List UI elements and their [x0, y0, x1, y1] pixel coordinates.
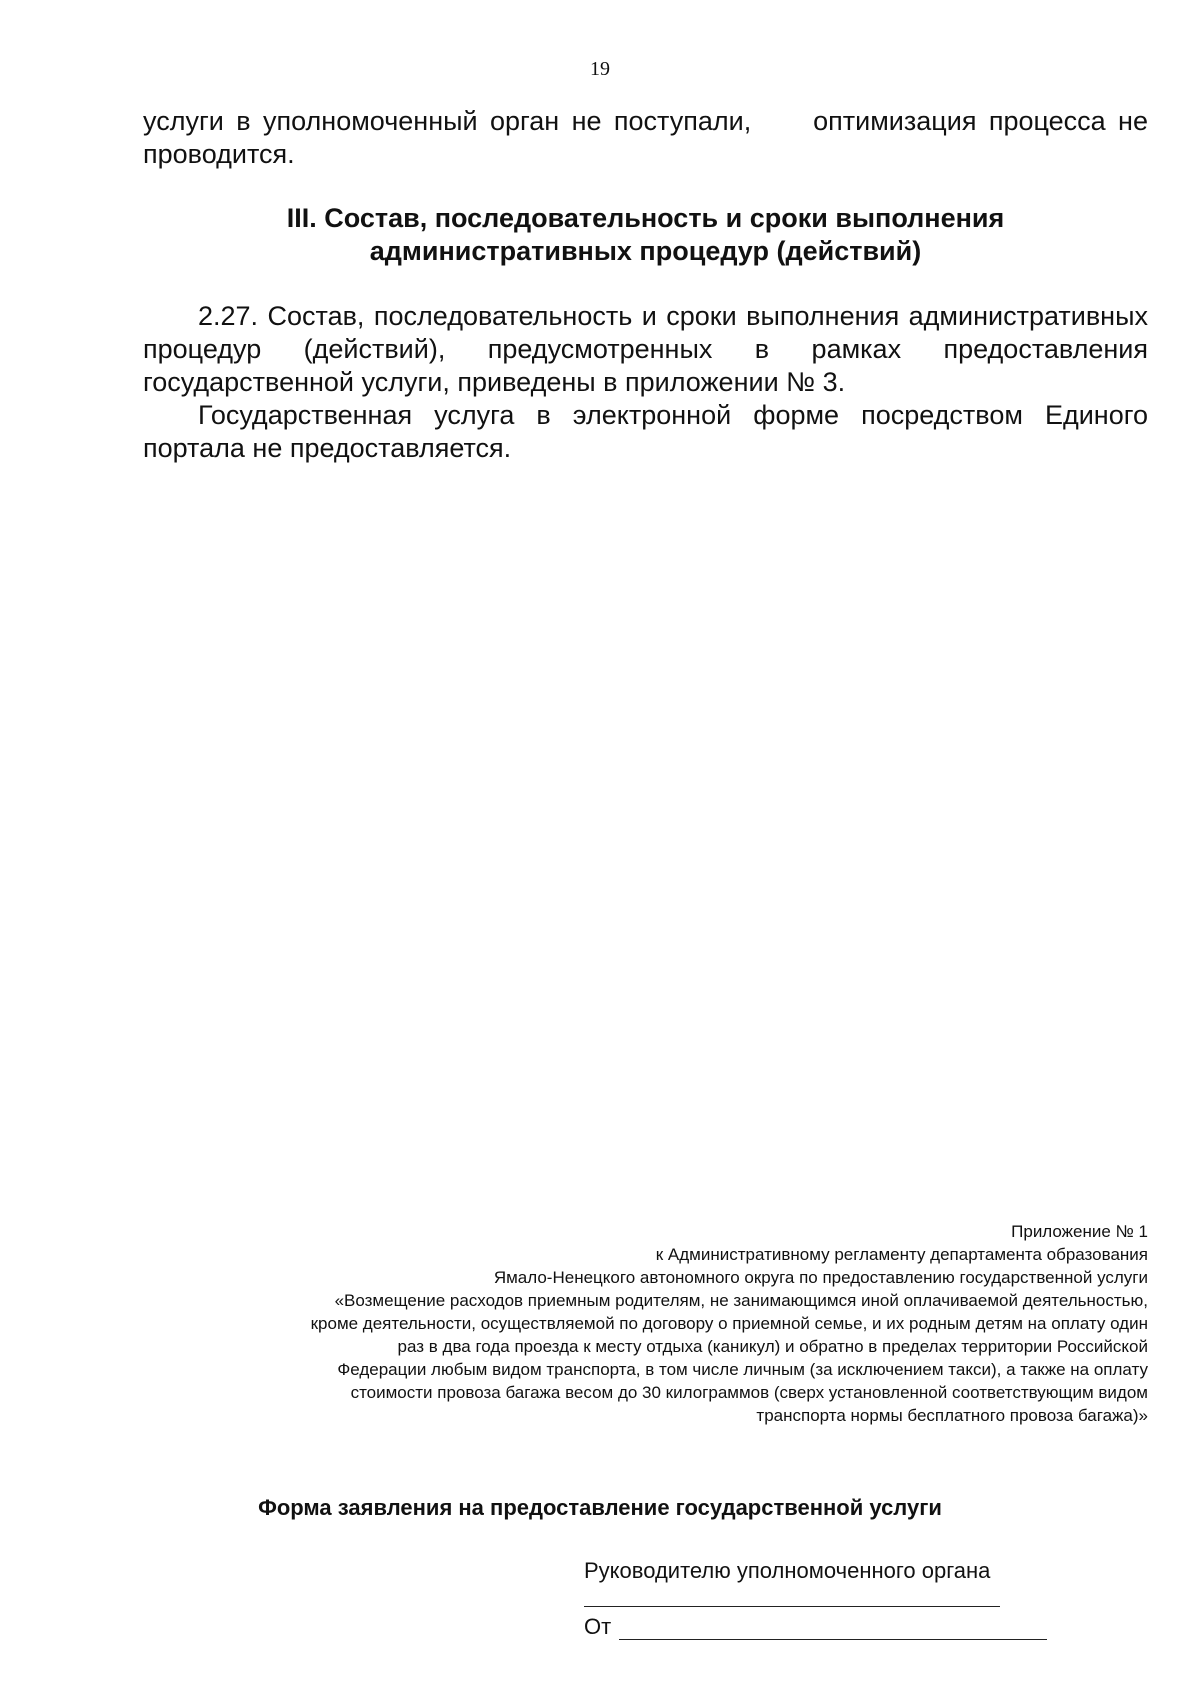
addressee-blank-line: [584, 1606, 1000, 1607]
appendix-line: кроме деятельности, осуществляемой по договору о приемной семье, и их родным детям на оплату один: [310, 1314, 1148, 1333]
appendix-line: стоимости провоза багажа весом до 30 килограммов (сверх установленной соответствующим видом: [350, 1383, 1148, 1402]
appendix-line: Федерации любым видом транспорта, в том числе личным (за исключением такси), а также на оплату: [337, 1360, 1148, 1379]
paragraph-2-27: 2.27. Состав, последовательность и сроки выполнения административных процедур (действий), предусмотренных в рамках предоставления государственной услуги, приведены в приложении № 3.: [143, 301, 1148, 397]
from-field: [584, 1614, 1047, 1640]
section-title: [143, 202, 1148, 268]
body-paragraphs: [143, 300, 1148, 465]
from-label: От: [584, 1614, 612, 1639]
page-number: 19: [590, 58, 610, 80]
appendix-line: Приложение № 1: [1011, 1222, 1148, 1241]
section-title-line-1: III. Состав, последовательность и сроки выполнения: [286, 203, 1005, 233]
appendix-line: к Административному регламенту департамента образования: [655, 1245, 1148, 1264]
paragraph-electronic-form: Государственная услуга в электронной форме посредством Единого портала не предоставляется.: [143, 400, 1148, 463]
from-blank-line: [619, 1615, 1047, 1640]
form-title: Форма заявления на предоставление государственной услуги: [258, 1495, 942, 1520]
intro-paragraph: услуги в уполномоченный орган не поступали, оптимизация процесса не проводится.: [143, 106, 1156, 169]
appendix-caption: [130, 1220, 1148, 1427]
appendix-line: Ямало-Ненецкого автономного округа по предоставлению государственной услуги: [493, 1268, 1148, 1287]
section-title-line-2: административных процедур (действий): [369, 236, 922, 266]
appendix-line: раз в два года проезда к месту отдыха (каникул) и обратно в пределах территории Российской: [397, 1337, 1148, 1356]
appendix-line: транспорта нормы бесплатного провоза багажа)»: [756, 1406, 1148, 1425]
appendix-line: «Возмещение расходов приемным родителям, не занимающимся иной оплачиваемой деятельностью,: [334, 1291, 1148, 1310]
addressee-label: Руководителю уполномоченного органа: [584, 1558, 991, 1583]
